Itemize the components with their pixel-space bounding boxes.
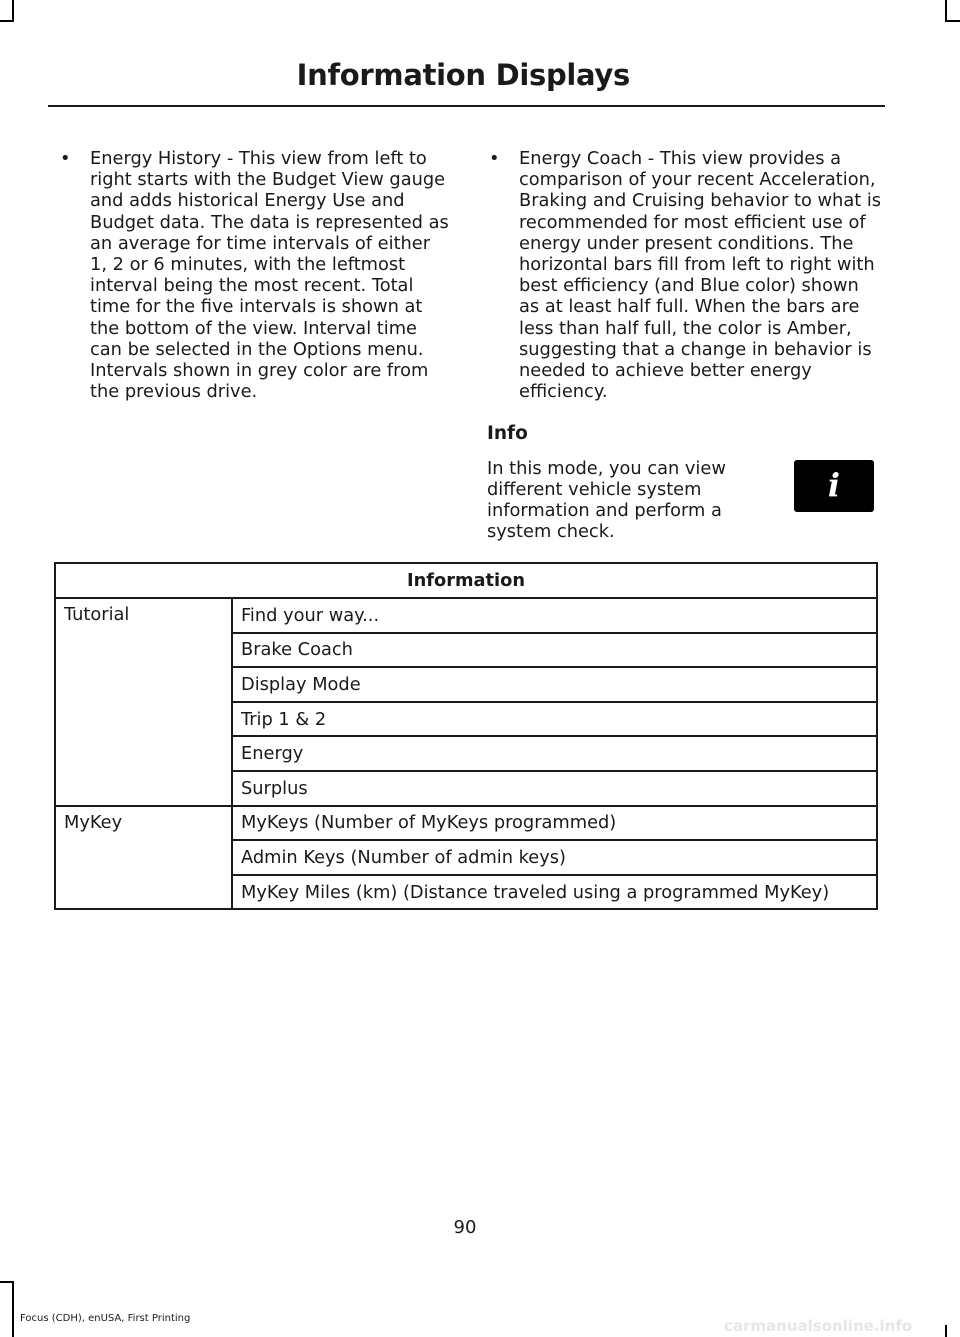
header-divider	[48, 105, 885, 107]
bullet-mark: •	[60, 148, 71, 169]
bullet-text: Energy Coach - This view provides a comparison of your recent Acceleration, Braking and Cruising behavior to what is recommended for most efficient use of energy under present conditions. The horizontal bars fill from left to right with best efficiency (and Blue color) shown as at least half full. When the bars are less than half full, the color is Amber, suggesting that a change in behavior is needed to achieve better energy efficiency.	[519, 148, 882, 403]
svg-text:carmanualsonline.info: carmanualsonline.info	[724, 1317, 913, 1335]
right-column	[487, 148, 882, 542]
table-row	[55, 806, 877, 841]
crop-mark-bottom-left-vertical	[12, 1281, 14, 1337]
table-cell-item: Display Mode	[232, 667, 877, 702]
table-category-tutorial: Tutorial	[55, 598, 232, 806]
table-row	[55, 598, 877, 633]
bullet-mark: •	[489, 148, 500, 169]
table-cell-item: Surplus	[232, 771, 877, 806]
page-number: 90	[453, 1217, 477, 1238]
table-title: Information	[55, 563, 877, 598]
footer-edition: Focus (CDH), enUSA, First Printing	[20, 1313, 191, 1324]
table-cell-item: MyKey Miles (km) (Distance traveled using a programmed MyKey)	[232, 875, 877, 910]
crop-mark-bottom-left-horizontal	[0, 1281, 14, 1283]
watermark-logo	[724, 1316, 944, 1336]
crop-mark-top-left-vertical	[12, 0, 14, 22]
bullet-energy-coach	[487, 148, 882, 402]
table-cell-item: Trip 1 & 2	[232, 702, 877, 737]
table-cell-item: Brake Coach	[232, 633, 877, 668]
bullet-energy-history	[58, 148, 452, 402]
table-cell-item: Admin Keys (Number of admin keys)	[232, 840, 877, 875]
crop-mark-top-right-vertical	[945, 0, 947, 22]
crop-mark-top-left-horizontal	[0, 20, 14, 22]
crop-mark-top-right-horizontal	[945, 20, 960, 22]
crop-mark-bottom-right-vertical	[945, 1325, 947, 1337]
information-icon: i	[794, 460, 874, 512]
table-cell-item: MyKeys (Number of MyKeys programmed)	[232, 806, 877, 841]
info-paragraph	[487, 458, 882, 543]
left-column	[58, 148, 452, 402]
table-cell-item: Find your way...	[232, 598, 877, 633]
page-header-title: Information Displays	[296, 58, 630, 92]
bullet-text: Energy History - This view from left to right starts with the Budget View gauge and adds historical Energy Use and Budget data. The data is represented as an average for time intervals of either 1, 2 or 6 minutes, with the leftmost interval being the most recent. Total time for the five intervals is shown at the bottom of the view. Interval time can be selected in the Options menu. Intervals shown in grey color are from the previous drive.	[90, 148, 449, 403]
table-cell-item: Energy	[232, 736, 877, 771]
table-category-mykey: MyKey	[55, 806, 232, 910]
info-text: In this mode, you can view different vehicle system information and perform a system check.	[487, 457, 726, 543]
section-heading-info: Info	[487, 423, 528, 445]
information-table	[54, 562, 878, 910]
